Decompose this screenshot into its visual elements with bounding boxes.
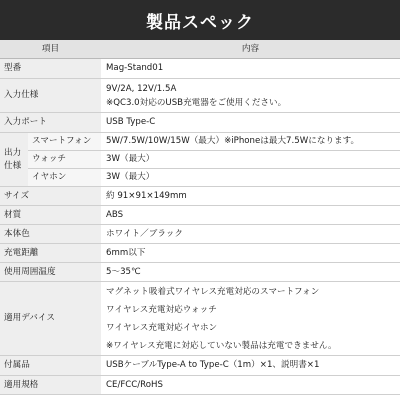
spec-banner-title: 製品スペック [0, 0, 400, 40]
row-value-distance: 6mm以下 [101, 244, 400, 263]
row-input-port [0, 113, 400, 133]
row-label-color: 本体色 [0, 225, 101, 244]
row-label-temperature: 使用周囲温度 [0, 263, 101, 282]
row-value-size: 約 91×91×149mm [101, 187, 400, 206]
table-header-row [0, 40, 400, 59]
input-line-1: 9V/2A, 12V/1.5A [106, 83, 177, 94]
row-output-watch [0, 151, 400, 169]
spec-table [0, 40, 400, 395]
row-label-input-port: 入力ポート [0, 113, 101, 133]
row-label-model: 型番 [0, 59, 101, 79]
row-size [0, 187, 400, 206]
row-value-input [101, 79, 400, 113]
output-value-watch: 3W（最大） [101, 151, 400, 169]
header-item: 項目 [0, 40, 101, 59]
row-input [0, 79, 400, 113]
row-label-accessories: 付属品 [0, 356, 101, 376]
row-temperature [0, 263, 400, 282]
output-label-line-2: 仕様 [4, 160, 22, 171]
row-value-temperature: 5～35℃ [101, 263, 400, 282]
row-value-standards: CE/FCC/RoHS [101, 376, 400, 395]
input-line-2: ※QC3.0対応のUSB充電器をご使用ください。 [106, 97, 287, 108]
row-value-input-port: USB Type-C [101, 113, 400, 133]
row-value-accessories: USBケーブルType-A to Type-C（1m）×1、説明書×1 [101, 356, 400, 376]
devices-line-1: マグネット吸着式ワイヤレス充電対応のスマートフォン [106, 286, 320, 297]
row-value-material: ABS [101, 206, 400, 225]
row-color [0, 225, 400, 244]
row-material [0, 206, 400, 225]
row-output-smartphone [0, 133, 400, 151]
row-standards [0, 376, 400, 395]
row-model [0, 59, 400, 79]
row-label-devices: 適用デバイス [0, 282, 101, 356]
devices-line-4: ※ワイヤレス充電に対応していない製品は充電できません。 [106, 340, 337, 351]
row-value-devices [101, 282, 400, 356]
row-accessories [0, 356, 400, 376]
row-output-earphone [0, 169, 400, 187]
row-value-model: Mag-Stand01 [101, 59, 400, 79]
output-sub-label-smartphone: スマートフォン [28, 133, 101, 151]
row-value-color: ホワイト／ブラック [101, 225, 400, 244]
row-devices [0, 282, 400, 356]
devices-line-2: ワイヤレス充電対応ウォッチ [106, 304, 217, 315]
row-label-material: 材質 [0, 206, 101, 225]
output-sub-label-earphone: イヤホン [28, 169, 101, 187]
output-label-line-1: 出力 [4, 147, 22, 158]
devices-line-3: ワイヤレス充電対応イヤホン [106, 322, 218, 333]
output-value-earphone: 3W（最大） [101, 169, 400, 187]
output-value-smartphone: 5W/7.5W/10W/15W（最大）※iPhoneは最大7.5Wになります。 [101, 133, 400, 151]
row-label-input: 入力仕様 [0, 79, 101, 113]
header-content: 内容 [101, 40, 400, 59]
row-label-distance: 充電距離 [0, 244, 101, 263]
row-distance [0, 244, 400, 263]
row-label-standards: 適用規格 [0, 376, 101, 395]
output-sub-label-watch: ウォッチ [28, 151, 101, 169]
row-label-size: サイズ [0, 187, 101, 206]
row-label-output [0, 133, 28, 187]
